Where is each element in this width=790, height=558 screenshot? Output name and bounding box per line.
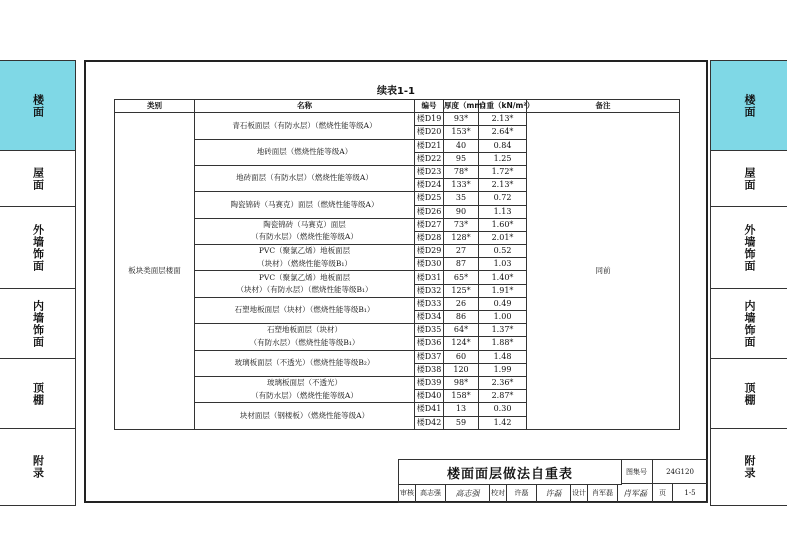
layer-name-line: （有防水层）（燃烧性能等级A） [251, 390, 358, 400]
code-cell: 楼D35 [415, 324, 444, 337]
layer-name-line: （块材）（有防水层）（燃烧性能等级B₁） [236, 285, 373, 295]
thickness-cell: 86 [444, 311, 479, 324]
code-cell: 楼D22 [415, 152, 444, 165]
table-title: 续表1-1 [376, 86, 416, 97]
design-label: 设计 [571, 484, 588, 502]
weight-cell: 1.48 [479, 350, 527, 363]
header-name: 名称 [195, 100, 415, 113]
layer-name-line: 陶瓷锦砖（马赛克）面层 [263, 219, 346, 229]
thickness-cell: 27 [444, 245, 479, 258]
left-chapter-tabs [0, 60, 76, 506]
code-cell: 楼D25 [415, 192, 444, 205]
thickness-cell: 120 [444, 363, 479, 376]
drawing-title: 楼面面层做法自重表 [399, 460, 622, 485]
right-chapter-tabs [710, 60, 787, 506]
weight-cell: 2.36* [479, 376, 527, 389]
thickness-cell: 73* [444, 218, 479, 231]
chapter-tab-2[interactable] [711, 207, 787, 289]
atlas-label: 图集号 [621, 460, 653, 484]
thickness-cell: 124* [444, 337, 479, 350]
code-cell: 楼D29 [415, 245, 444, 258]
code-cell: 楼D31 [415, 271, 444, 284]
thickness-cell: 125* [444, 284, 479, 297]
check-label: 校对 [490, 484, 507, 502]
code-cell: 楼D34 [415, 311, 444, 324]
weight-cell: 1.25 [479, 152, 527, 165]
code-cell: 楼D21 [415, 139, 444, 152]
thickness-cell: 98* [444, 376, 479, 389]
header-code: 编号 [415, 100, 444, 113]
header-thickness: 厚度（mm） [444, 100, 479, 113]
thickness-cell: 95 [444, 152, 479, 165]
chapter-tab-label: 屋面 [31, 166, 45, 191]
layer-name-cell [195, 113, 415, 139]
header-remark: 备注 [527, 100, 680, 113]
layer-name-line: 陶瓷锦砖（马赛克）面层（燃烧性能等级A） [230, 199, 379, 209]
chapter-tab-label: 附录 [743, 455, 756, 479]
thickness-cell: 90 [444, 205, 479, 218]
review-label: 审核 [399, 484, 416, 502]
chapter-tab-4[interactable] [711, 359, 787, 429]
layer-name-cell [195, 165, 415, 191]
layer-name-cell [195, 139, 415, 165]
weight-cell: 0.52 [479, 245, 527, 258]
weight-cell: 0.72 [479, 192, 527, 205]
code-cell: 楼D19 [415, 113, 444, 126]
chapter-tab-2[interactable] [0, 207, 76, 289]
floor-weight-table [114, 99, 680, 430]
thickness-cell: 40 [444, 139, 479, 152]
title-block [398, 459, 708, 503]
chapter-tab-0[interactable] [0, 61, 76, 151]
code-cell: 楼D24 [415, 179, 444, 192]
remark-cell: 同前 [527, 113, 680, 430]
code-cell: 楼D42 [415, 416, 444, 429]
weight-cell: 1.60* [479, 218, 527, 231]
designer-signature: 肖军磊 [618, 484, 653, 502]
thickness-cell: 59 [444, 416, 479, 429]
page-label: 页 [653, 484, 673, 502]
thickness-cell: 35 [444, 192, 479, 205]
weight-cell: 2.13* [479, 113, 527, 126]
chapter-tab-1[interactable] [711, 151, 787, 207]
code-cell: 楼D27 [415, 218, 444, 231]
chapter-tab-label: 外墙饰面 [31, 223, 45, 272]
code-cell: 楼D33 [415, 297, 444, 310]
layer-name-line: 地砖面层（燃烧性能等级A） [256, 147, 353, 156]
weight-cell: 2.13* [479, 179, 527, 192]
checker-signature: 许磊 [537, 484, 571, 502]
layer-name-cell [195, 192, 415, 218]
code-cell: 楼D23 [415, 165, 444, 178]
reviewer-name: 高志强 [416, 484, 446, 502]
layer-name-line: PVC（聚氯乙烯）地板面层 [258, 272, 351, 282]
chapter-tab-label: 附录 [31, 455, 45, 479]
page-number: 1-5 [684, 489, 696, 497]
weight-cell: 0.84 [479, 139, 527, 152]
thickness-cell: 65* [444, 271, 479, 284]
atlas-number: 24G120 [653, 460, 707, 484]
layer-name-line: 石塑地板面层（块材）（燃烧性能等级B₁） [234, 305, 375, 315]
layer-name-cell [195, 324, 415, 350]
designer-name: 肖军磊 [588, 484, 618, 502]
thickness-cell: 13 [444, 403, 479, 416]
weight-cell: 0.49 [479, 297, 527, 310]
thickness-cell: 133* [444, 179, 479, 192]
thickness-cell: 60 [444, 350, 479, 363]
chapter-tab-label: 内墙饰面 [31, 299, 45, 348]
layer-name-line: 青石板面层（有防水层）（燃烧性能等级A） [232, 120, 377, 130]
layer-name-line: 玻璃板面层（不透光）（燃烧性能等级B₂） [234, 358, 375, 367]
layer-name-cell [195, 218, 415, 244]
weight-cell: 0.30 [479, 403, 527, 416]
code-cell: 楼D41 [415, 403, 444, 416]
layer-name-line: 石塑地板面层（块材） [267, 325, 342, 335]
layer-name-cell [195, 403, 415, 429]
layer-name-cell [195, 297, 415, 323]
checker-name: 许磊 [507, 484, 537, 502]
thickness-cell: 158* [444, 390, 479, 403]
code-cell: 楼D28 [415, 231, 444, 244]
thickness-cell: 64* [444, 324, 479, 337]
layer-name-cell [195, 271, 415, 297]
chapter-tab-3[interactable] [711, 289, 787, 359]
chapter-tab-5[interactable] [711, 429, 787, 505]
weight-cell: 1.88* [479, 337, 527, 350]
layer-name-line: 块材面层（钢楼板）（燃烧性能等级A） [239, 410, 370, 420]
thickness-cell: 128* [444, 231, 479, 244]
table-row [115, 113, 680, 126]
layer-name-line: 地砖面层（有防水层）（燃烧性能等级A） [236, 173, 373, 183]
table-header-row [115, 100, 680, 113]
chapter-tab-label: 外墙饰面 [743, 223, 756, 272]
chapter-tab-5[interactable] [0, 429, 76, 505]
code-cell: 楼D20 [415, 126, 444, 139]
header-category: 类别 [115, 100, 195, 113]
weight-cell: 1.13 [479, 205, 527, 218]
layer-name-line: （块材）（燃烧性能等级B₁） [257, 258, 352, 268]
chapter-tab-label: 楼面 [743, 93, 756, 118]
chapter-tab-3[interactable] [0, 289, 76, 359]
weight-cell: 1.00 [479, 311, 527, 324]
code-cell: 楼D36 [415, 337, 444, 350]
weight-cell: 2.01* [479, 231, 527, 244]
thickness-cell: 153* [444, 126, 479, 139]
weight-cell: 1.91* [479, 284, 527, 297]
header-weight: 自重（kN/m²） [479, 100, 527, 113]
code-cell: 楼D39 [415, 376, 444, 389]
weight-cell: 1.40* [479, 271, 527, 284]
weight-cell: 1.42 [479, 416, 527, 429]
thickness-cell: 93* [444, 113, 479, 126]
layer-name-line: 玻璃板面层（不透光） [267, 378, 342, 388]
layer-name-line: PVC（聚氯乙烯）地板面层 [258, 246, 351, 256]
layer-name-line: （有防水层）（燃烧性能等级A） [251, 232, 358, 242]
code-cell: 楼D32 [415, 284, 444, 297]
code-cell: 楼D37 [415, 350, 444, 363]
code-cell: 楼D40 [415, 390, 444, 403]
chapter-tab-label: 顶棚 [743, 381, 756, 406]
chapter-tab-label: 屋面 [743, 166, 756, 191]
chapter-tab-1[interactable] [0, 151, 76, 207]
category-cell: 板块类面层楼面 [115, 113, 195, 430]
thickness-cell: 78* [444, 165, 479, 178]
weight-cell: 2.64* [479, 126, 527, 139]
weight-cell: 1.99 [479, 363, 527, 376]
code-cell: 楼D38 [415, 363, 444, 376]
reviewer-signature: 高志强 [446, 484, 490, 502]
chapter-tab-label: 内墙饰面 [743, 299, 756, 348]
layer-name-line: （有防水层）（燃烧性能等级B₁） [249, 337, 360, 347]
thickness-cell: 87 [444, 258, 479, 271]
weight-cell: 2.87* [479, 390, 527, 403]
thickness-cell: 26 [444, 297, 479, 310]
layer-name-cell [195, 245, 415, 271]
chapter-tab-4[interactable] [0, 359, 76, 429]
weight-cell: 1.37* [479, 324, 527, 337]
code-cell: 楼D26 [415, 205, 444, 218]
weight-cell: 1.72* [479, 165, 527, 178]
chapter-tab-label: 顶棚 [31, 381, 45, 406]
layer-name-cell [195, 350, 415, 376]
layer-name-cell [195, 376, 415, 402]
code-cell: 楼D30 [415, 258, 444, 271]
weight-cell: 1.03 [479, 258, 527, 271]
chapter-tab-0[interactable] [711, 61, 787, 151]
chapter-tab-label: 楼面 [31, 93, 45, 118]
